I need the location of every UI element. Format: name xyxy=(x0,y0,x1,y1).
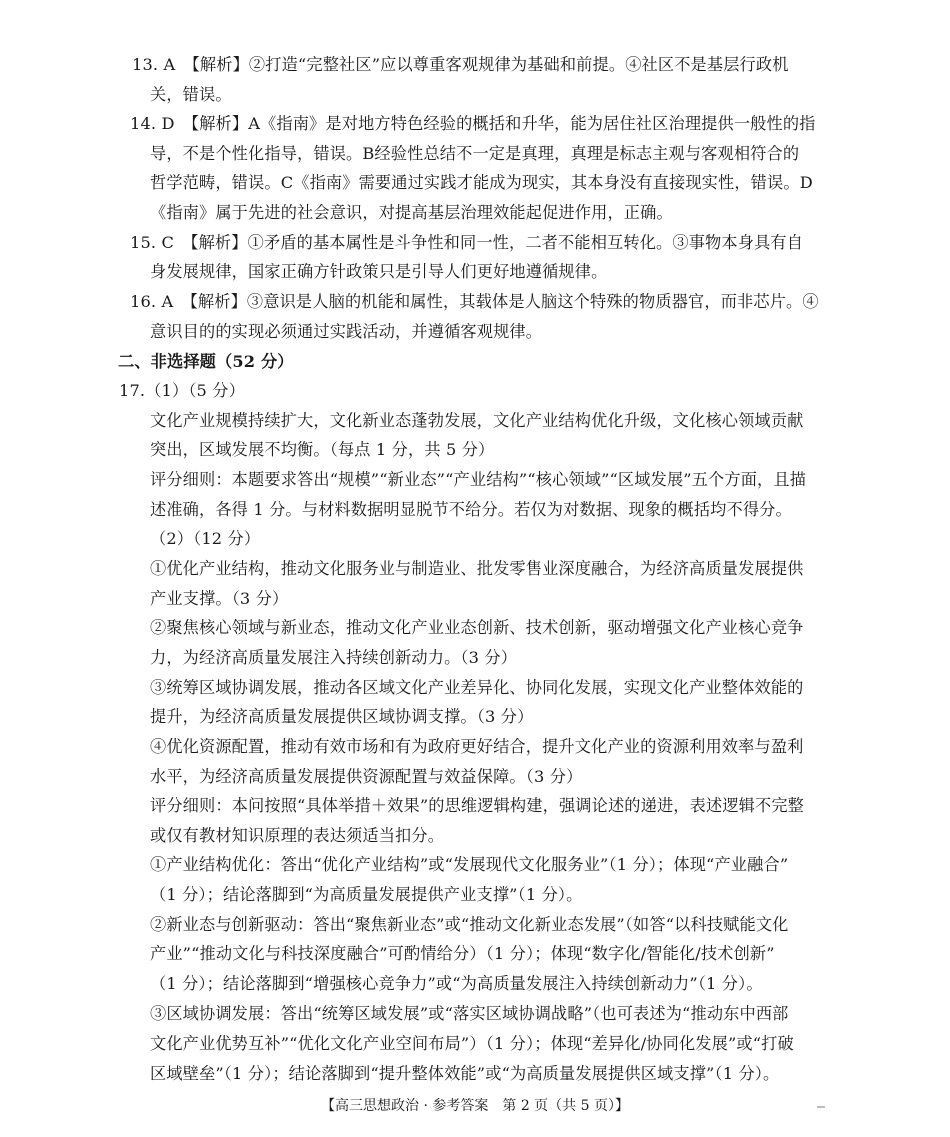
text-line: 述准确，各得 1 分。与材料数据明显脱节不给分。若仅为对数据、现象的概括均不得分。 xyxy=(150,500,792,519)
text-line: 哲学范畴，错误。C《指南》需要通过实践才能成为现实，其本身没有直接现实性，错误。D xyxy=(150,173,813,192)
text-line: 《指南》属于先进的社会意识，对提高基层治理效能起促进作用，正确。 xyxy=(150,203,673,222)
text-line: 或仅有教材知识原理的表达须适当扣分。 xyxy=(150,826,445,845)
text-line: 文化产业优势互补”“优化文化产业空间布局”）（1 分）；体现“差异化/协同化发展”或“打破 xyxy=(150,1034,794,1053)
text-line: 力，为经济高质量发展注入持续创新动力。（3 分） xyxy=(150,648,518,667)
text-line: 关，错误。 xyxy=(150,85,232,104)
text-line: 13. A 【解析】②打造“完整社区”应以尊重客观规律为基础和前提。④社区不是基层行政机 xyxy=(132,55,789,74)
text-line: ④优化资源配置，推动有效市场和有为政府更好结合，提升文化产业的资源利用效率与盈利 xyxy=(150,737,804,756)
text-line: （1 分）；结论落脚到“增强核心竞争力”或“为高质量发展注入持续创新动力”（1 分）。 xyxy=(150,974,763,993)
text-line: ③统筹区域协调发展，推动各区域文化产业差异化、协同化发展，实现文化产业整体效能的 xyxy=(150,678,804,697)
text-line: ①优化产业结构，推动文化服务业与制造业、批发零售业深度融合，为经济高质量发展提供 xyxy=(150,559,804,578)
text-line: 17.（1）（5 分） xyxy=(119,381,245,400)
text-line: 导，不是个性化指导，错误。B经验性总结不一定是真理，真理是标志主观与客观相符合的 xyxy=(150,144,800,163)
text-line: 意识目的的实现必须通过实践活动，并遵循客观规律。 xyxy=(150,322,543,341)
text-line: 水平，为经济高质量发展提供资源配置与效益保障。（3 分） xyxy=(150,767,583,786)
text-line: 评分细则：本问按照“具体举措＋效果”的思维逻辑构建，强调论述的递进，表述逻辑不完整 xyxy=(150,796,805,815)
text-line: 提升，为经济高质量发展提供区域协调支撑。（3 分） xyxy=(150,707,534,726)
text-line: 身发展规律，国家正确方针政策只是引导人们更好地遵循规律。 xyxy=(150,262,608,281)
text-line: 产业”“推动文化与科技深度融合”可酌情给分）（1 分）；体现“数字化/智能化/技术创新” xyxy=(150,944,775,963)
text-line: 二、非选择题（52 分） xyxy=(118,352,294,371)
page-footer: 【高三思想政治 · 参考答案 第 2 页（共 5 页）】 xyxy=(321,1098,629,1114)
text-line: 15. C 【解析】①矛盾的基本属性是斗争性和同一性，二者不能相互转化。③事物本身具有自 xyxy=(130,233,804,252)
corner-mark xyxy=(817,1106,825,1108)
text-line: ②聚焦核心领域与新业态，推动文化产业业态创新、技术创新，驱动增强文化产业核心竞争 xyxy=(150,618,804,637)
text-line: 区域壁垒”（1 分）；结论落脚到“提升整体效能”或“为高质量发展提供区域支撑”（1 分）。 xyxy=(150,1064,780,1083)
text-line: 文化产业规模持续扩大，文化新业态蓬勃发展，文化产业结构优化升级，文化核心领域贡献 xyxy=(150,411,804,430)
text-line: 产业支撑。（3 分） xyxy=(150,589,289,608)
text-line: 14. D 【解析】A《指南》是对地方特色经验的概括和升华，能为居住社区治理提供一般性的指 xyxy=(130,114,816,133)
text-line: ③区域协调发展：答出“统筹区域发展”或“落实区域协调战略”（也可表述为“推动东中西部 xyxy=(150,1004,789,1023)
text-line: ①产业结构优化：答出“优化产业结构”或“发展现代文化服务业”（1 分）；体现“产业融合” xyxy=(150,855,789,874)
text-line: ②新业态与创新驱动：答出“聚焦新业态”或“推动文化新业态发展”（如答“以科技赋能文化 xyxy=(150,915,789,934)
text-line: （1 分）；结论落脚到“为高质量发展提供产业支撑”（1 分）。 xyxy=(150,885,583,904)
text-line: （2）（12 分） xyxy=(150,529,261,548)
text-line: 评分细则：本题要求答出“规模”“新业态”“产业结构”“核心领域”“区域发展”五个方面，且描 xyxy=(150,470,807,489)
text-line: 突出，区域发展不均衡。（每点 1 分，共 5 分） xyxy=(150,440,495,459)
text-line: 16. A 【解析】③意识是人脑的机能和属性，其载体是人脑这个特殊的物质器官，而非芯片。④ xyxy=(130,292,819,311)
